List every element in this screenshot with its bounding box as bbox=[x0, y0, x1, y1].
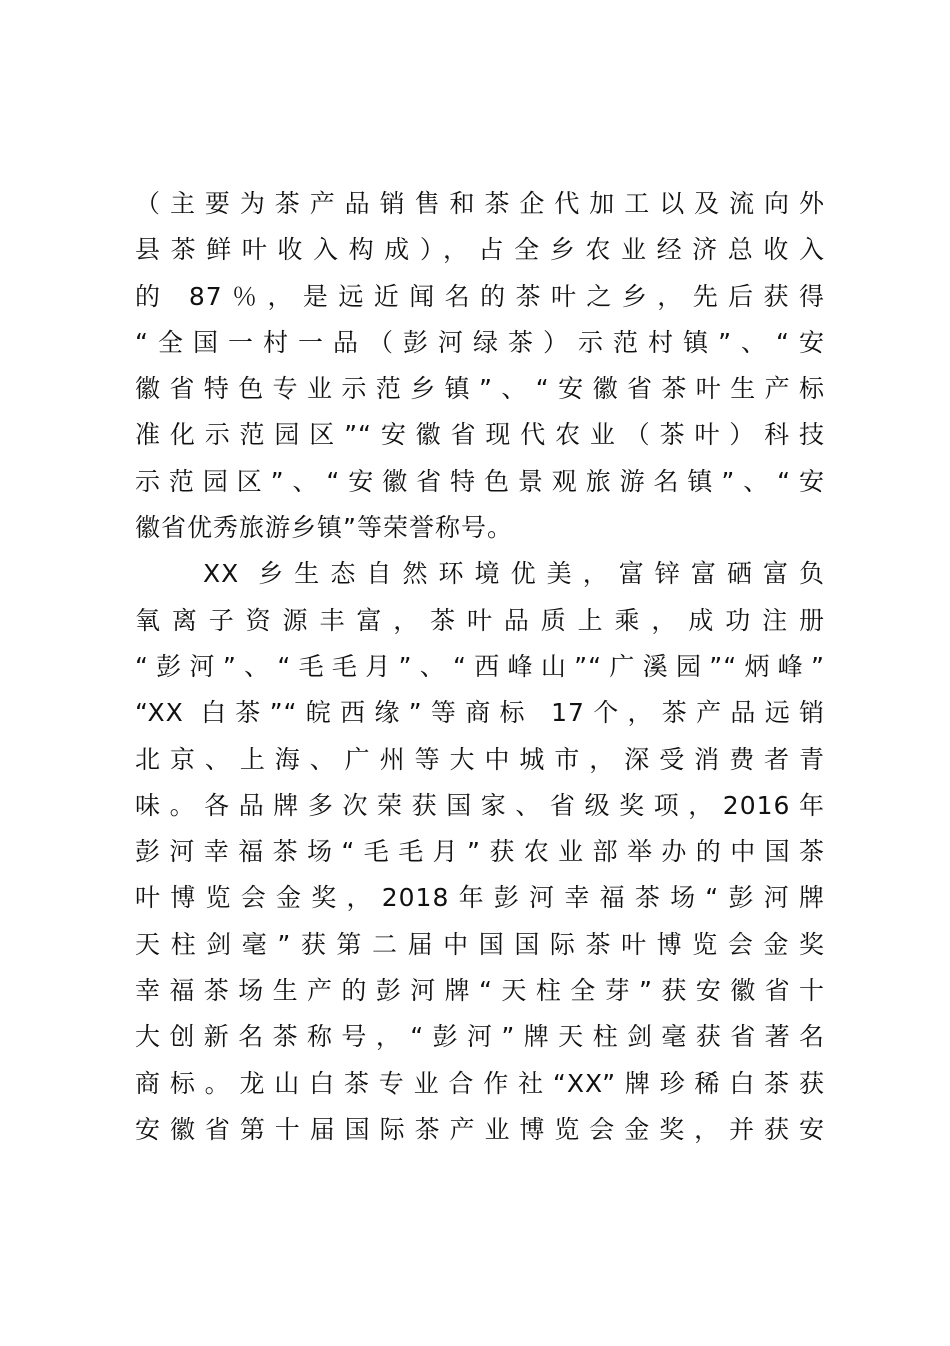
text-line: （主要为茶产品销售和茶企代加工以及流向外 bbox=[135, 189, 825, 218]
paragraph-start-line: XX 乡生态自然环境优美，富锌富硒富负 bbox=[203, 559, 825, 589]
text-line: 大创新名茶称号，“彭河”牌天柱剑毫获省著名 bbox=[135, 1022, 825, 1052]
text-line: 氧离子资源丰富，茶叶品质上乘，成功注册 bbox=[135, 605, 825, 635]
text-line: 商标。龙山白茶专业合作社“XX”牌珍稀白茶获 bbox=[135, 1068, 825, 1098]
text-line: 的 87％，是远近闻名的茶叶之乡，先后获得 bbox=[135, 281, 825, 311]
text-line: 示范园区”、“安徽省特色景观旅游名镇”、“安 bbox=[135, 466, 825, 496]
text-line: 味。各品牌多次荣获国家、省级奖项，2016年 bbox=[135, 790, 825, 820]
text-line: “全国一村一品（彭河绿茶）示范村镇”、“安 bbox=[135, 327, 825, 357]
paragraph-end-line: 徽省优秀旅游乡镇”等荣誉称号。 bbox=[135, 513, 513, 543]
text-line: 叶博览会金奖，2018年彭河幸福茶场“彭河牌 bbox=[135, 883, 825, 913]
text-line: “彭河”、“毛毛月”、“西峰山”“广溪园”“炳峰” bbox=[135, 651, 825, 681]
body-text bbox=[135, 184, 825, 1156]
text-line: 县茶鲜叶收入构成），占全乡农业经济总收入 bbox=[135, 235, 825, 265]
text-line: 幸福茶场生产的彭河牌“天柱全芽”获安徽省十 bbox=[135, 976, 825, 1006]
text-line: 天柱剑毫”获第二届中国国际茶叶博览会金奖 bbox=[135, 929, 825, 959]
text-line: 安徽省第十届国际茶产业博览会金奖，并获安 bbox=[135, 1114, 825, 1144]
text-line: 北京、上海、广州等大中城市，深受消费者青 bbox=[135, 744, 825, 774]
text-line: 彭河幸福茶场“毛毛月”获农业部举办的中国茶 bbox=[135, 837, 825, 867]
text-line: 准化示范园区”“安徽省现代农业（茶叶）科技 bbox=[135, 420, 825, 450]
text-line: “XX 白茶”“皖西缘”等商标 17个，茶产品远销 bbox=[135, 698, 825, 728]
text-line: 徽省特色专业示范乡镇”、“安徽省茶叶生产标 bbox=[135, 374, 825, 404]
